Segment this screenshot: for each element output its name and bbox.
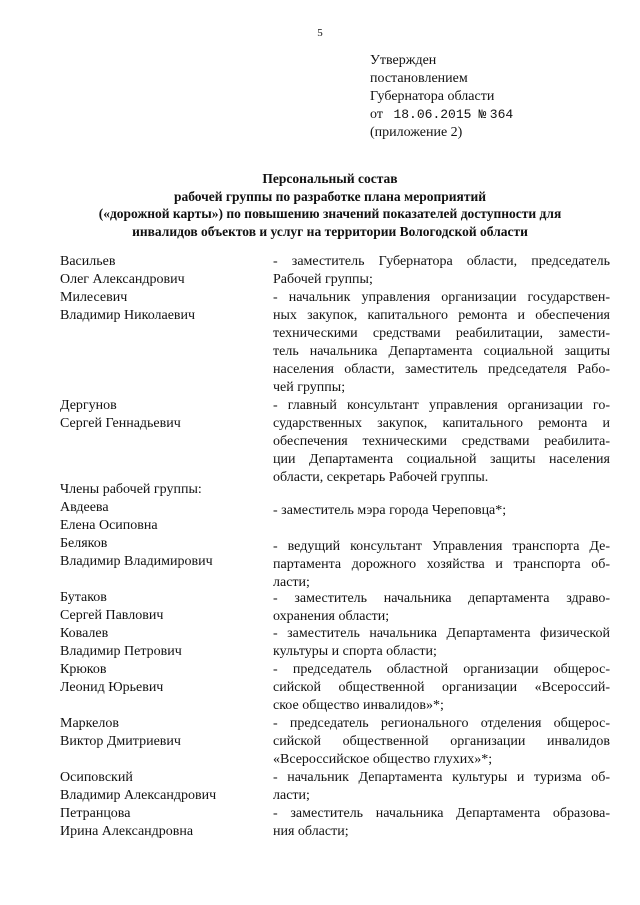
approval-number: 364 <box>489 107 514 122</box>
person-role-line: - председатель регионального отделения общерос- <box>273 716 610 731</box>
person-role-line: партамента дорожного хозяйства и транспорта об- <box>273 557 610 572</box>
person-surname: Беляков <box>60 536 108 551</box>
approval-block <box>370 52 513 142</box>
person-role-line: техническими средствами реабилитации, замести- <box>273 326 610 341</box>
person-surname: Милесевич <box>60 290 128 305</box>
person-given-names: Леонид Юрьевич <box>60 680 164 695</box>
date-prefix: от <box>370 107 383 122</box>
person-surname: Васильев <box>60 254 116 269</box>
person-given-names: Ирина Александровна <box>60 824 194 839</box>
person-role-line: ское общество инвалидов»*; <box>273 698 444 713</box>
person-surname: Маркелов <box>60 716 119 731</box>
title-line: («дорожной карты») по повышению значений показателей доступности для <box>98 206 562 221</box>
person-role-line: «Всероссийское общество глухих»*; <box>273 752 493 767</box>
person-role-line: - начальник управления организации государствен- <box>273 290 610 305</box>
approval-appendix: (приложение 2) <box>370 125 463 140</box>
person-role-line: - главный консультант управления организации го- <box>273 398 610 413</box>
person-role-line: тель начальника Департамента социальной защиты <box>273 344 610 359</box>
person-role-line: ласти; <box>273 788 310 803</box>
person-given-names: Владимир Александрович <box>60 788 217 803</box>
page-number: 5 <box>317 27 323 39</box>
person-given-names: Сергей Геннадьевич <box>60 416 181 431</box>
title-line: Персональный состав <box>262 171 398 186</box>
person-role-line: населения области, заместитель председателя Рабо- <box>273 362 610 377</box>
person-surname: Бутаков <box>60 590 107 605</box>
approval-date-line <box>370 106 513 124</box>
person-surname: Крюков <box>60 662 107 677</box>
approval-line-3: Губернатора области <box>370 89 495 104</box>
approval-date: 18.06.2015 <box>393 107 472 122</box>
person-surname: Ковалев <box>60 626 109 641</box>
person-given-names: Владимир Петрович <box>60 644 182 659</box>
person-role-line: сударственных закупок, капитального ремонта и <box>273 416 610 431</box>
person-role-line: ласти; <box>273 575 310 590</box>
person-role-line: области, секретарь Рабочей группы. <box>273 470 489 485</box>
title-line: рабочей группы по разработке плана мероприятий <box>173 188 487 204</box>
person-role-line: - ведущий консультант Управления транспорта Де- <box>273 539 610 554</box>
person-role-line: - начальник Департамента культуры и туризма об- <box>273 770 610 785</box>
approval-line-2: постановлением <box>370 71 468 86</box>
person-surname: Петранцова <box>60 806 131 821</box>
person-role-line: сийской общественной организации «Всероссий- <box>273 680 610 695</box>
person-given-names: Олег Александрович <box>60 272 185 287</box>
number-prefix: № <box>478 107 487 122</box>
members-heading: Члены рабочей группы: <box>60 482 202 497</box>
person-given-names: Елена Осиповна <box>60 518 158 533</box>
person-role-line: - заместитель мэра города Череповца*; <box>273 503 507 518</box>
person-role-line: - заместитель начальника Департамента образова- <box>273 806 610 821</box>
person-surname: Авдеева <box>60 500 109 515</box>
person-role-line: ных закупок, капитального ремонта и обеспечения <box>273 308 610 323</box>
title-line: инвалидов объектов и услуг на территории Вологодской области <box>132 223 528 239</box>
person-given-names: Виктор Дмитриевич <box>60 734 181 749</box>
person-given-names: Сергей Павлович <box>60 608 164 623</box>
person-role-line: - заместитель начальника Департамента физической <box>273 626 610 641</box>
person-surname: Осиповский <box>60 770 133 785</box>
person-role-line: - заместитель Губернатора области, председатель <box>273 254 610 269</box>
approval-line-1: Утвержден <box>370 53 437 68</box>
person-role-line: Рабочей группы; <box>273 272 373 287</box>
person-role-line: обеспечения техническими средствами реабилита- <box>273 434 610 449</box>
person-role-line: ции Департамента социальной защиты населения <box>273 452 610 467</box>
document-title <box>40 170 620 240</box>
person-role-line: сийской общественной организации инвалидов <box>273 734 610 749</box>
person-given-names: Владимир Владимирович <box>60 554 213 569</box>
person-given-names: Владимир Николаевич <box>60 308 196 323</box>
person-role-line: охранения области; <box>273 609 390 624</box>
person-role-line: - председатель областной организации общерос- <box>273 662 610 677</box>
person-role-line: культуры и спорта области; <box>273 644 437 659</box>
person-role-line: ния области; <box>273 824 349 839</box>
person-role-line: чей группы; <box>273 380 346 395</box>
person-role-line: - заместитель начальника департамента здраво- <box>273 591 610 606</box>
person-surname: Дергунов <box>60 398 117 413</box>
